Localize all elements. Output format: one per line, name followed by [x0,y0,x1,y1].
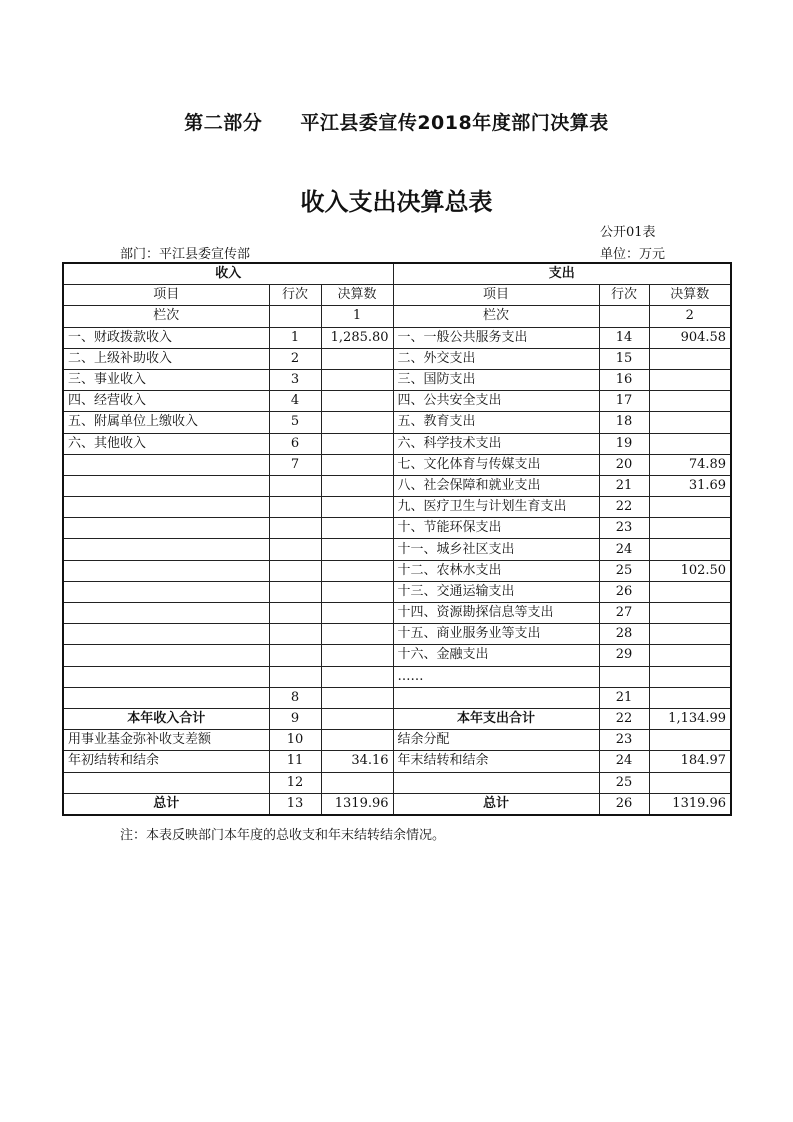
income-item [63,497,269,518]
income-row-no: 2 [269,348,321,369]
expense-item: 总计 [393,793,599,815]
expense-row-no: 24 [599,539,649,560]
expense-item-header: 项目 [393,285,599,306]
income-row-no: 6 [269,433,321,454]
expense-row-no: 25 [599,560,649,581]
budget-summary-table [62,262,732,816]
expense-row-no: 23 [599,730,649,751]
table-row [63,518,731,539]
income-item: 二、上级补助收入 [63,348,269,369]
expense-amount: 904.58 [649,327,731,348]
income-amount [321,454,393,475]
income-row-no: 11 [269,751,321,772]
expense-row-no: 25 [599,772,649,793]
expense-row-no [599,666,649,687]
expense-item: 二、外交支出 [393,348,599,369]
expense-amount [649,391,731,412]
income-amount [321,560,393,581]
income-row-no: 13 [269,793,321,815]
expense-item: 一、一般公共服务支出 [393,327,599,348]
expense-rowno-header: 行次 [599,285,649,306]
table-row [63,793,731,815]
expense-item [393,687,599,708]
income-item [63,687,269,708]
income-amount [321,497,393,518]
expense-row-no: 14 [599,327,649,348]
table-row [63,730,731,751]
income-amount [321,369,393,390]
expense-row-no: 17 [599,391,649,412]
income-item: 四、经营收入 [63,391,269,412]
income-row-no: 1 [269,327,321,348]
unit-label: 单位：万元 [600,247,666,262]
income-row-no [269,475,321,496]
income-amount [321,539,393,560]
income-item: 三、事业收入 [63,369,269,390]
expense-row-no: 23 [599,518,649,539]
income-row-no [269,666,321,687]
income-amount: 34.16 [321,751,393,772]
income-amount-header: 决算数 [321,285,393,306]
income-row-no: 7 [269,454,321,475]
expense-item: 十一、城乡社区支出 [393,539,599,560]
expense-amount [649,412,731,433]
expense-amount: 74.89 [649,454,731,475]
income-amount [321,645,393,666]
income-amount [321,391,393,412]
expense-amount: 31.69 [649,475,731,496]
income-item [63,539,269,560]
expense-amount: 1319.96 [649,793,731,815]
income-amount: 1,285.80 [321,327,393,348]
table-row [63,497,731,518]
expense-row-no: 21 [599,687,649,708]
income-amount [321,603,393,624]
income-item [63,454,269,475]
expense-row-no: 26 [599,581,649,602]
expense-amount: 1,134.99 [649,708,731,729]
table-row [63,560,731,581]
expense-item: 年末结转和结余 [393,751,599,772]
table-row [63,708,731,729]
expense-item: 七、文化体育与传媒支出 [393,454,599,475]
expense-amount [649,603,731,624]
table-row [63,666,731,687]
expense-col-label: 栏次 [393,306,599,327]
income-item [63,772,269,793]
table-row [63,603,731,624]
income-item: 五、附属单位上缴收入 [63,412,269,433]
department-label: 部门：平江县委宣传部 [120,247,251,262]
expense-item: 结余分配 [393,730,599,751]
income-item [63,581,269,602]
income-item [63,603,269,624]
income-amount [321,475,393,496]
income-item: 一、财政拨款收入 [63,327,269,348]
income-item: 总计 [63,793,269,815]
expense-amount [649,539,731,560]
expense-item [393,772,599,793]
section-header-row [63,263,731,285]
income-item [63,518,269,539]
income-item: 年初结转和结余 [63,751,269,772]
expense-item: 十六、金融支出 [393,645,599,666]
income-amount [321,518,393,539]
expense-row-no: 22 [599,708,649,729]
expense-row-no: 24 [599,751,649,772]
income-row-no [269,581,321,602]
expense-item: …… [393,666,599,687]
table-row [63,433,731,454]
table-row [63,645,731,666]
expense-row-no: 27 [599,603,649,624]
expense-item: 十五、商业服务业等支出 [393,624,599,645]
income-row-no: 5 [269,412,321,433]
expense-amount [649,645,731,666]
income-amount [321,708,393,729]
income-item-header: 项目 [63,285,269,306]
income-row-no: 4 [269,391,321,412]
table-row [63,348,731,369]
income-row-no: 9 [269,708,321,729]
income-rowno-header: 行次 [269,285,321,306]
expense-row-no: 28 [599,624,649,645]
income-amount [321,772,393,793]
expense-amount [649,666,731,687]
income-amount [321,730,393,751]
column-index-row [63,306,731,327]
part-label: 第二部分 [184,112,263,134]
expense-row-no: 29 [599,645,649,666]
table-row [63,581,731,602]
expense-row-no: 16 [599,369,649,390]
expense-item: 五、教育支出 [393,412,599,433]
income-item [63,475,269,496]
income-item: 用事业基金弥补收支差额 [63,730,269,751]
income-amount [321,624,393,645]
expense-amount [649,624,731,645]
expense-item: 六、科学技术支出 [393,433,599,454]
expense-amount [649,497,731,518]
income-row-no: 3 [269,369,321,390]
income-row-no [269,497,321,518]
income-amount: 1319.96 [321,793,393,815]
expense-row-no: 26 [599,793,649,815]
table-row [63,412,731,433]
income-item: 六、其他收入 [63,433,269,454]
income-header: 收入 [63,263,393,285]
income-amount [321,433,393,454]
table-row [63,772,731,793]
table-note: 注：本表反映部门本年度的总收支和年末结转结余情况。 [120,828,446,843]
expense-row-no: 18 [599,412,649,433]
expense-item: 十、节能环保支出 [393,518,599,539]
expense-item: 十三、交通运输支出 [393,581,599,602]
table-row [63,624,731,645]
expense-header: 支出 [393,263,731,285]
expense-row-no: 22 [599,497,649,518]
col-index-2: 2 [649,306,731,327]
expense-amount [649,348,731,369]
expense-amount [649,433,731,454]
income-row-no: 8 [269,687,321,708]
income-row-no [269,603,321,624]
income-row-no [269,645,321,666]
income-item [63,624,269,645]
table-title: 收入支出决算总表 [300,188,493,216]
expense-item: 十二、农林水支出 [393,560,599,581]
expense-item: 四、公共安全支出 [393,391,599,412]
table-row [63,391,731,412]
table-row [63,454,731,475]
table-row [63,751,731,772]
expense-amount [649,518,731,539]
expense-row-no: 21 [599,475,649,496]
expense-amount: 184.97 [649,751,731,772]
income-item [63,645,269,666]
expense-amount [649,772,731,793]
expense-row-no: 19 [599,433,649,454]
expense-amount [649,581,731,602]
table-row [63,539,731,560]
income-row-no: 12 [269,772,321,793]
income-item: 本年收入合计 [63,708,269,729]
income-amount [321,581,393,602]
income-row-no: 10 [269,730,321,751]
income-row-no [269,624,321,645]
part-title [0,108,793,135]
expense-amount [649,369,731,390]
expense-row-no: 20 [599,454,649,475]
income-amount [321,687,393,708]
expense-item: 本年支出合计 [393,708,599,729]
expense-item: 十四、资源勘探信息等支出 [393,603,599,624]
col-index-1: 1 [321,306,393,327]
expense-item: 八、社会保障和就业支出 [393,475,599,496]
table-row [63,475,731,496]
table-row [63,327,731,348]
expense-amount [649,687,731,708]
income-row-no [269,539,321,560]
income-amount [321,412,393,433]
expense-item: 九、医疗卫生与计划生育支出 [393,497,599,518]
table-row [63,369,731,390]
income-item [63,560,269,581]
expense-amount-header: 决算数 [649,285,731,306]
form-number: 公开01表 [600,225,656,240]
income-row-no [269,560,321,581]
column-header-row [63,285,731,306]
income-amount [321,348,393,369]
expense-amount: 102.50 [649,560,731,581]
report-name: 平江县委宣传2018年度部门决算表 [300,112,609,134]
expense-amount [649,730,731,751]
expense-item: 三、国防支出 [393,369,599,390]
income-col-label: 栏次 [63,306,269,327]
income-row-no [269,518,321,539]
expense-row-no: 15 [599,348,649,369]
table-row [63,687,731,708]
income-amount [321,666,393,687]
income-item [63,666,269,687]
